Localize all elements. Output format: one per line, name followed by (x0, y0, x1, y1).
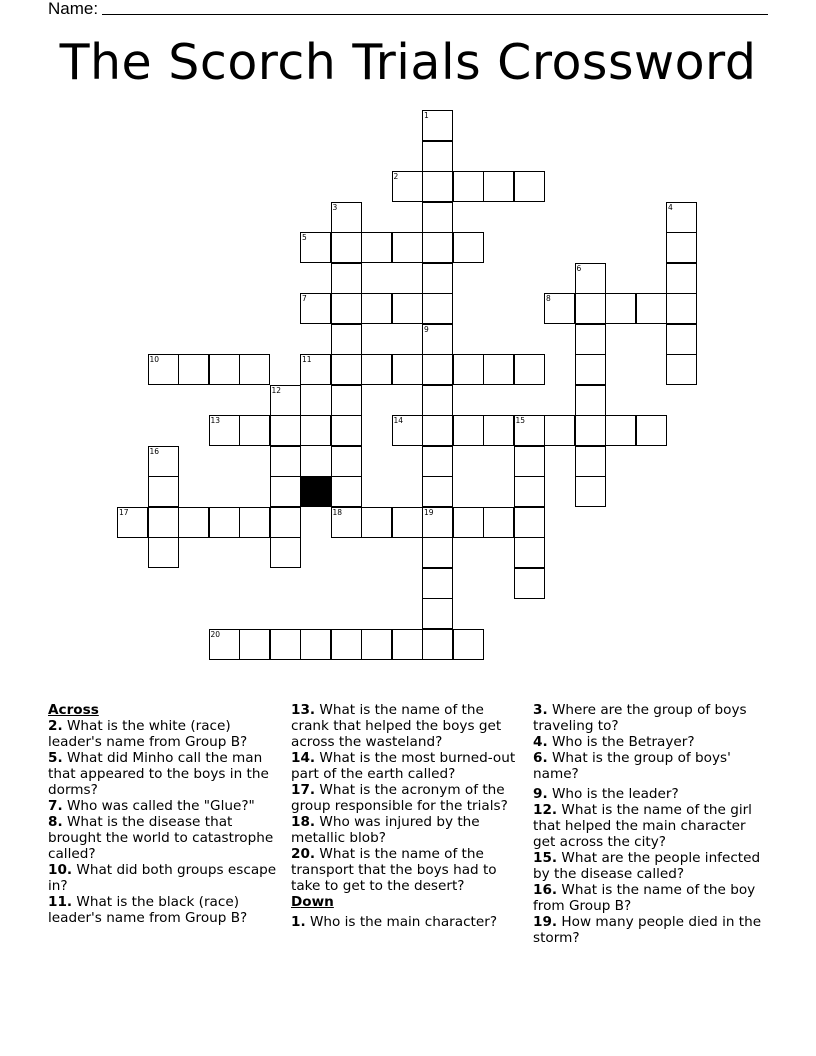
grid-cell[interactable] (575, 263, 606, 294)
across-heading: Across (48, 702, 99, 718)
grid-cell[interactable] (453, 629, 484, 660)
clue-number: 2. (48, 718, 63, 734)
grid-cell[interactable] (117, 507, 148, 538)
across-clue-2 (48, 718, 278, 750)
grid-cell[interactable] (514, 171, 545, 202)
grid-cell[interactable] (270, 446, 301, 477)
grid-cell[interactable] (575, 324, 606, 355)
clue-number-9: 9 (424, 324, 429, 334)
clue-text: What is the group of boys' name? (533, 750, 731, 782)
grid-cell[interactable] (178, 507, 209, 538)
grid-cell[interactable] (392, 507, 423, 538)
grid-cell[interactable] (453, 415, 484, 446)
clue-text: What is the name of the boy from Group B? (533, 882, 756, 914)
grid-cell[interactable] (361, 629, 392, 660)
grid-cell[interactable] (300, 415, 331, 446)
grid-cell[interactable] (666, 354, 697, 385)
grid-cell[interactable] (514, 415, 545, 446)
grid-cell[interactable] (422, 263, 453, 294)
grid-cell[interactable] (331, 415, 362, 446)
down-clue-19 (533, 914, 763, 946)
grid-cell[interactable] (331, 202, 362, 233)
grid-cell[interactable] (666, 293, 697, 324)
clue-number: 8. (48, 814, 63, 830)
grid-cell[interactable] (392, 415, 423, 446)
grid-cell[interactable] (422, 141, 453, 172)
grid-cell[interactable] (575, 385, 606, 416)
clue-text: Who was injured by the metallic blob? (291, 814, 480, 846)
clue-text: What is the white (race) leader's name from Group B? (48, 718, 248, 750)
grid-cell[interactable] (605, 415, 636, 446)
page-title: The Scorch Trials Crossword (59, 34, 757, 91)
grid-cell[interactable] (666, 324, 697, 355)
clue-text: What did Minho call the man that appeared to the boys in the dorms? (48, 750, 269, 798)
grid-cell[interactable] (422, 293, 453, 324)
grid-cell[interactable] (422, 232, 453, 263)
grid-cell[interactable] (483, 171, 514, 202)
down-clue-3 (533, 702, 763, 734)
clue-number: 1. (291, 914, 306, 930)
across-clue-20 (291, 846, 523, 894)
clue-number-10: 10 (149, 355, 160, 364)
grid-cell[interactable] (666, 232, 697, 263)
grid-cell[interactable] (514, 354, 545, 385)
grid-cell[interactable] (148, 476, 179, 507)
across-clue-18 (291, 814, 523, 846)
grid-cell[interactable] (148, 507, 179, 538)
grid-cell[interactable] (392, 171, 423, 202)
grid-cell[interactable] (422, 537, 453, 568)
grid-cell[interactable] (331, 293, 362, 324)
grid-cell[interactable] (514, 537, 545, 568)
across-clue-14 (291, 750, 523, 782)
grid-cell[interactable] (514, 446, 545, 477)
grid-cell[interactable] (575, 476, 606, 507)
black-square (300, 476, 331, 507)
clue-number-20: 20 (210, 629, 221, 639)
grid-cell[interactable] (209, 629, 240, 660)
clue-number: 11. (48, 894, 73, 910)
clue-text: What did both groups escape in? (48, 862, 277, 894)
grid-cell[interactable] (239, 354, 270, 385)
clue-number: 4. (533, 734, 548, 750)
clue-number: 7. (48, 798, 63, 814)
clue-number: 3. (533, 702, 548, 718)
grid-cell[interactable] (422, 476, 453, 507)
clue-number: 17. (291, 782, 316, 798)
clue-text: What is the name of the crank that helped the boys get across the wasteland? (291, 702, 502, 750)
grid-cell[interactable] (453, 232, 484, 263)
grid-cell[interactable] (239, 415, 270, 446)
grid-cell[interactable] (148, 446, 179, 477)
clue-number-11: 11 (302, 355, 312, 364)
down-clue-16 (533, 882, 763, 914)
grid-cell[interactable] (575, 446, 606, 477)
grid-cell[interactable] (392, 232, 423, 263)
clue-number-7: 7 (302, 294, 307, 303)
grid-cell[interactable] (453, 354, 484, 385)
grid-cell[interactable] (239, 507, 270, 538)
across-clue-list-continued (291, 702, 523, 894)
grid-cell[interactable] (422, 324, 453, 355)
clue-number: 18. (291, 814, 316, 830)
grid-cell[interactable] (331, 507, 362, 538)
grid-cell[interactable] (300, 232, 331, 263)
clue-number: 12. (533, 802, 558, 818)
grid-cell[interactable] (270, 385, 301, 416)
across-clue-13 (291, 702, 523, 750)
grid-cell[interactable] (392, 629, 423, 660)
clue-number-19: 19 (424, 507, 434, 517)
grid-cell[interactable] (575, 354, 606, 385)
clue-number: 13. (291, 702, 316, 718)
grid-cell[interactable] (453, 507, 484, 538)
grid-cell[interactable] (422, 415, 453, 446)
clue-text: What is the acronym of the group responsible for the trials? (291, 782, 508, 814)
grid-cell[interactable] (544, 293, 575, 324)
grid-cell[interactable] (270, 507, 301, 538)
clue-number-14: 14 (393, 416, 404, 425)
clue-text: Who is the leader? (547, 786, 679, 802)
grid-cell[interactable] (422, 629, 453, 660)
grid-cell[interactable] (239, 629, 270, 660)
down-clue-9 (533, 786, 763, 802)
clue-number: 20. (291, 846, 316, 862)
grid-cell[interactable] (514, 507, 545, 538)
clue-number-1: 1 (424, 111, 429, 120)
clue-text: What is the disease that brought the world to catastrophe called? (48, 814, 274, 862)
name-label: Name: (48, 0, 99, 18)
grid-cell[interactable] (422, 507, 453, 538)
grid-cell[interactable] (178, 354, 209, 385)
grid-cell[interactable] (666, 263, 697, 294)
name-underline[interactable] (102, 0, 768, 15)
grid-cell[interactable] (300, 354, 331, 385)
grid-cell[interactable] (331, 629, 362, 660)
clue-text: How many people died in the storm? (533, 914, 762, 946)
grid-cell[interactable] (331, 476, 362, 507)
grid-cell[interactable] (422, 202, 453, 233)
grid-cell[interactable] (422, 385, 453, 416)
grid-cell[interactable] (453, 171, 484, 202)
down-clue-4 (533, 734, 763, 750)
grid-cell[interactable] (422, 446, 453, 477)
grid-cell[interactable] (148, 354, 179, 385)
across-clue-list (48, 718, 278, 926)
grid-cell[interactable] (331, 354, 362, 385)
down-heading: Down (291, 894, 334, 910)
grid-cell[interactable] (575, 293, 606, 324)
clue-column-2 (291, 702, 523, 930)
clue-number-5: 5 (302, 233, 307, 242)
clue-text: Who is the main character? (305, 914, 498, 930)
clue-column-1 (48, 702, 278, 926)
grid-cell[interactable] (605, 293, 636, 324)
clue-column-3 (533, 702, 763, 946)
down-clue-6 (533, 750, 763, 782)
clue-text: What is the most burned-out part of the earth called? (291, 750, 516, 782)
grid-cell[interactable] (483, 507, 514, 538)
grid-cell[interactable] (514, 568, 545, 599)
grid-cell[interactable] (544, 415, 575, 446)
clue-number-2: 2 (393, 172, 399, 181)
grid-cell[interactable] (636, 293, 667, 324)
grid-cell[interactable] (209, 415, 240, 446)
clue-number: 16. (533, 882, 558, 898)
grid-cell[interactable] (666, 202, 697, 233)
grid-cell[interactable] (331, 263, 362, 294)
down-clue-list (291, 914, 523, 930)
clue-text: What are the people infected by the disease called? (533, 850, 761, 882)
grid-cell[interactable] (331, 232, 362, 263)
across-clue-10 (48, 862, 278, 894)
clue-number-4: 4 (668, 202, 673, 212)
clue-number-15: 15 (515, 416, 526, 425)
clue-number-17: 17 (119, 507, 129, 517)
clue-number: 5. (48, 750, 63, 766)
clue-number: 6. (533, 750, 548, 766)
grid-cell[interactable] (209, 354, 240, 385)
grid-cell[interactable] (422, 598, 453, 629)
grid-cell[interactable] (361, 354, 392, 385)
grid-cell[interactable] (422, 568, 453, 599)
grid-cell[interactable] (331, 324, 362, 355)
grid-cell[interactable] (514, 476, 545, 507)
grid-cell[interactable] (270, 629, 301, 660)
grid-cell[interactable] (209, 507, 240, 538)
clue-number: 15. (533, 850, 558, 866)
clue-number-13: 13 (210, 416, 221, 425)
clue-text: What is the name of the transport that the boys had to take to get to the desert? (291, 846, 497, 894)
grid-cell[interactable] (483, 415, 514, 446)
clue-number-12: 12 (271, 385, 282, 395)
grid-cell[interactable] (331, 446, 362, 477)
grid-cell[interactable] (636, 415, 667, 446)
clue-number: 14. (291, 750, 316, 766)
clue-number-6: 6 (576, 263, 582, 273)
across-clue-11 (48, 894, 278, 926)
across-clue-5 (48, 750, 278, 798)
down-clue-15 (533, 850, 763, 882)
grid-cell[interactable] (361, 232, 392, 263)
clue-number: 19. (533, 914, 558, 930)
clue-number: 10. (48, 862, 73, 878)
down-clue-list-continued (533, 702, 763, 946)
grid-cell[interactable] (300, 293, 331, 324)
grid-cell[interactable] (331, 385, 362, 416)
clue-number-3: 3 (332, 202, 338, 212)
grid-cell[interactable] (392, 354, 423, 385)
across-clue-7 (48, 798, 278, 814)
name-field[interactable] (48, 0, 768, 18)
across-clue-8 (48, 814, 278, 862)
grid-cell[interactable] (422, 171, 453, 202)
grid-cell[interactable] (270, 537, 301, 568)
clue-text: What is the name of the girl that helped the main character get across the city? (533, 802, 752, 850)
grid-cell[interactable] (422, 354, 453, 385)
across-clue-17 (291, 782, 523, 814)
grid-cell[interactable] (270, 415, 301, 446)
clue-text: Where are the group of boys traveling to? (533, 702, 747, 734)
clue-number: 9. (533, 786, 548, 802)
clue-text: Who is the Betrayer? (547, 734, 695, 750)
grid-cell[interactable] (361, 293, 392, 324)
grid-cell[interactable] (148, 537, 179, 568)
grid-cell[interactable] (575, 415, 606, 446)
clue-text: Who was called the "Glue?" (62, 798, 255, 814)
down-clue-12 (533, 802, 763, 850)
grid-cell[interactable] (422, 110, 453, 141)
grid-cell[interactable] (361, 507, 392, 538)
grid-cell[interactable] (392, 293, 423, 324)
clue-number-8: 8 (546, 294, 551, 303)
clue-text: What is the black (race) leader's name from Group B? (48, 894, 248, 926)
clue-number-18: 18 (332, 507, 343, 517)
down-clue-1 (291, 914, 523, 930)
grid-cell[interactable] (270, 476, 301, 507)
grid-cell[interactable] (483, 354, 514, 385)
grid-cell[interactable] (300, 629, 331, 660)
clue-number-16: 16 (149, 446, 160, 456)
